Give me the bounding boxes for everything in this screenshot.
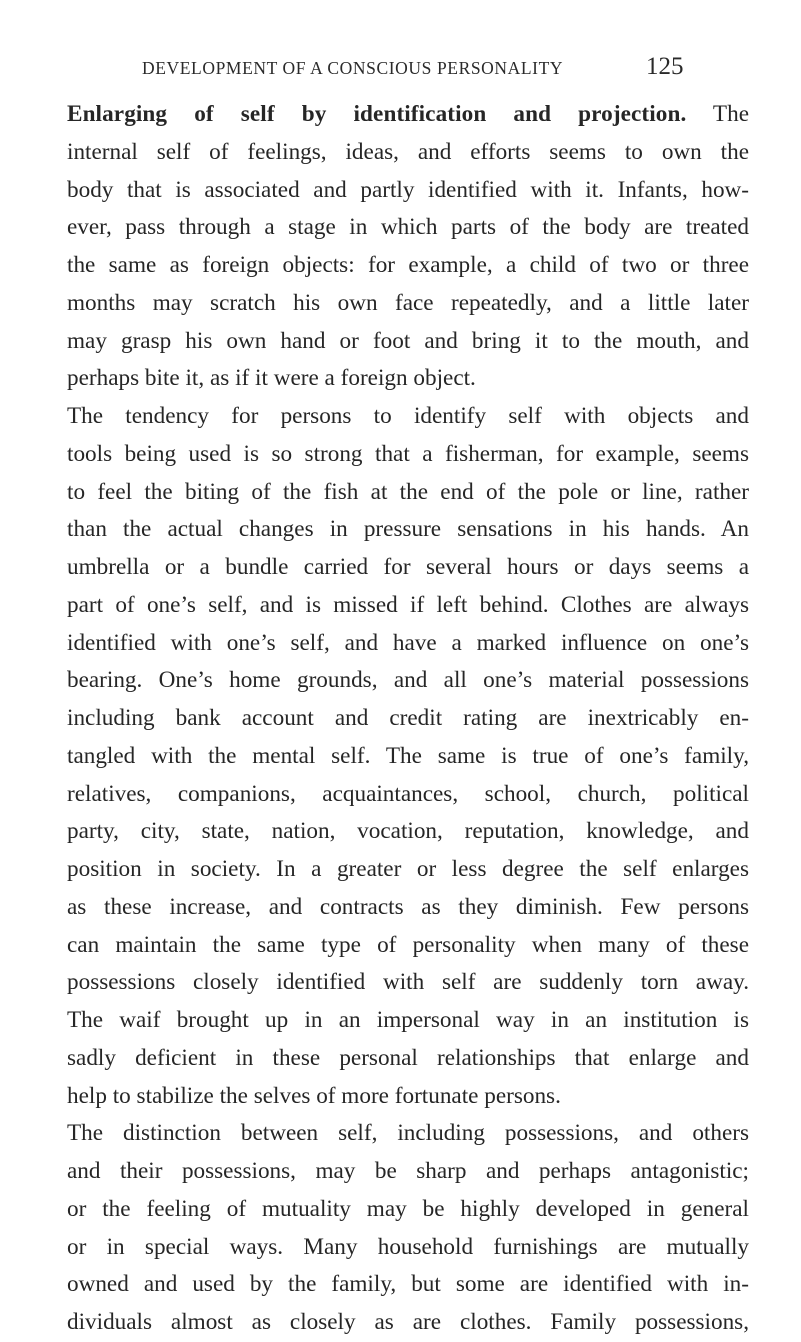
- text-line: the same as foreign objects: for example, a child of two or three: [67, 252, 749, 278]
- page-number: 125: [646, 53, 684, 80]
- text-line: can maintain the same type of personality when many of these: [67, 931, 749, 958]
- text-line: identified with one’s self, and have a marked influence on one’s: [67, 629, 749, 656]
- running-head: DEVELOPMENT OF A CONSCIOUS PERSONALITY: [142, 58, 564, 78]
- text-line: umbrella or a bundle carried for several hours or days seems a: [67, 554, 749, 580]
- text-line-heading: [67, 96, 749, 134]
- text-line: tangled with the mental self. The same is true of one’s family,: [67, 742, 749, 769]
- text-line: The waif brought up in an impersonal way in an institution is: [67, 1007, 749, 1033]
- text-line: to feel the biting of the fish at the end of the pole or line, rather: [67, 478, 749, 505]
- text-line: owned and used by the family, but some are identified with in-: [67, 1271, 749, 1298]
- text-line: as these increase, and contracts as they diminish. Few persons: [67, 893, 749, 920]
- text-line-paragraph-end: perhaps bite it, as if it were a foreign object.: [67, 365, 476, 392]
- section-heading: Enlarging of self by identification and projection.: [67, 101, 687, 127]
- text-line: including bank account and credit rating are inextricably en-: [67, 705, 749, 731]
- text-line-paragraph-start: The distinction between self, including possessions, and others: [67, 1120, 749, 1147]
- text-line-paragraph-end: help to stabilize the selves of more fortunate persons.: [67, 1082, 561, 1109]
- text-line: than the actual changes in pressure sensations in his hands. An: [67, 516, 749, 543]
- heading-line-rest: The: [686, 101, 749, 127]
- text-line: or in special ways. Many household furnishings are mutually: [67, 1233, 749, 1260]
- text-line: relatives, companions, acquaintances, school, church, political: [67, 780, 749, 807]
- text-line: sadly deficient in these personal relationships that enlarge and: [67, 1044, 749, 1071]
- text-line: or the feeling of mutuality may be highly developed in general: [67, 1195, 749, 1222]
- text-line-paragraph-start: The tendency for persons to identify self with objects and: [67, 403, 749, 429]
- text-line: months may scratch his own face repeatedly, and a little later: [67, 289, 749, 316]
- text-line: may grasp his own hand or foot and bring it to the mouth, and: [67, 327, 749, 354]
- text-line: bearing. One’s home grounds, and all one’s material possessions: [67, 667, 749, 694]
- text-line: part of one’s self, and is missed if left behind. Clothes are always: [67, 591, 749, 618]
- text-line: position in society. In a greater or less degree the self enlarges: [67, 856, 749, 882]
- text-line: ever, pass through a stage in which parts of the body are treated: [67, 214, 749, 241]
- text-line: body that is associated and partly identified with it. Infants, how-: [67, 176, 749, 203]
- text-line: party, city, state, nation, vocation, reputation, knowledge, and: [67, 818, 749, 845]
- text-line: dividuals almost as closely as are clothes. Family possessions,: [67, 1309, 749, 1335]
- text-line: and their possessions, may be sharp and perhaps antagonistic;: [67, 1158, 749, 1184]
- text-line: possessions closely identified with self are suddenly torn away.: [67, 969, 749, 996]
- text-line: tools being used is so strong that a fisherman, for example, seems: [67, 440, 749, 467]
- body-text: [67, 96, 749, 1342]
- text-line: internal self of feelings, ideas, and efforts seems to own the: [67, 138, 749, 165]
